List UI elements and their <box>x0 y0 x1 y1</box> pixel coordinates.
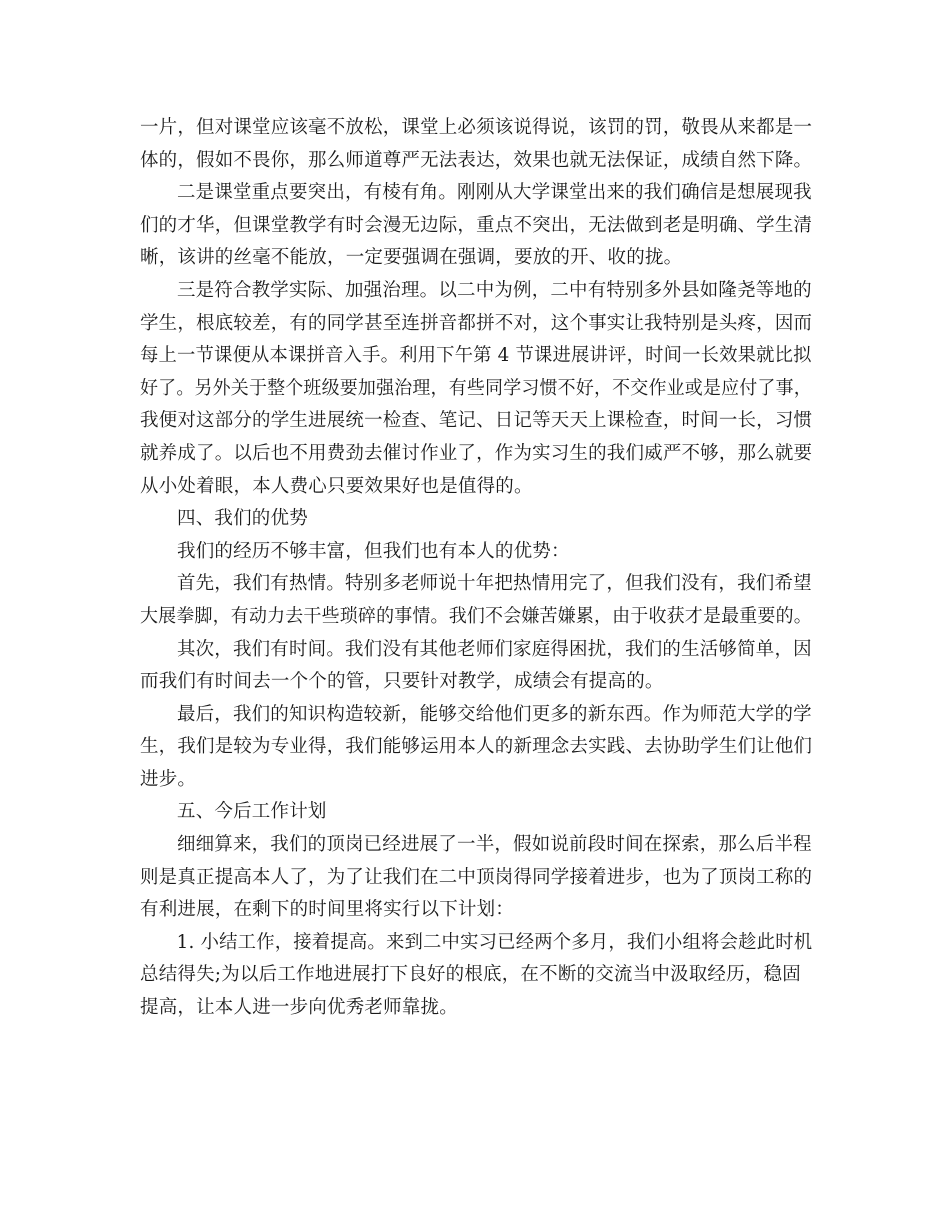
text-line: 我们的经历不够丰富，但我们也有本人的优势： <box>177 540 570 562</box>
text-line: 体的，假如不畏你，那么师道尊严无法表达，效果也就无法保证，成绩自然下降。 <box>140 149 813 171</box>
text-line: 大展拳脚，有动力去干些琐碎的事情。我们不会嫌苦嫌累，由于收获才是最重要的。 <box>140 605 812 627</box>
paragraph-5 <box>140 568 812 633</box>
section-heading-text: 五、今后工作计划 <box>177 801 327 823</box>
text-line: 最后，我们的知识构造较新，能够交给他们更多的新东西。作为师范大学的学 <box>176 703 812 725</box>
section-heading-advantages <box>140 503 812 536</box>
text-line: 生，我们是较为专业得，我们能够运用本人的新理念去实践、去协助学生们让他们 <box>140 736 813 758</box>
section-heading-text: 四、我们的优势 <box>177 508 308 530</box>
paragraph-4 <box>140 536 812 569</box>
paragraph-1 <box>140 112 812 177</box>
text-line: 其次，我们有时间。我们没有其他老师们家庭得困扰，我们的生活够简单，因 <box>176 638 812 660</box>
paragraph-9 <box>140 927 812 1025</box>
text-line: 有利进展，在剩下的时间里将实行以下计划： <box>140 899 515 921</box>
paragraph-8 <box>140 829 812 927</box>
text-line: 就养成了。以后也不用费劲去催讨作业了，作为实习生的我们威严不够，那么就要 <box>140 442 813 464</box>
text-line: 而我们有时间去一个个的管，只要针对教学，成绩会有提高的。 <box>140 671 664 693</box>
text-line: 则是真正提高本人了，为了让我们在二中顶岗得同学接着进步，也为了顶岗工称的 <box>140 866 813 888</box>
text-line: 从小处着眼，本人费心只要效果好也是值得的。 <box>140 475 533 497</box>
text-line: 学生，根底较差，有的同学甚至连拼音都拼不对，这个事实让我特别是头疼，因而 <box>140 312 813 334</box>
paragraph-2 <box>140 177 812 275</box>
paragraph-3 <box>140 275 812 503</box>
text-line: 二是课堂重点要突出，有棱有角。刚刚从大学课堂出来的我们确信是想展现我 <box>176 182 812 204</box>
text-line: 晰，该讲的丝毫不能放，一定要强调在强调，要放的开、收的拢。 <box>140 247 683 269</box>
text-line: 1. 小结工作，接着提高。来到二中实习已经两个多月，我们小组将会趁此时机 <box>176 931 813 953</box>
text-line: 每上一节课便从本课拼音入手。利用下午第 4 节课进展讲评，时间一长效果就比拟 <box>140 345 812 367</box>
text-line: 三是符合教学实际、加强治理。以二中为例，二中有特别多外县如隆尧等地的 <box>176 279 812 301</box>
text-line: 进步。 <box>140 768 197 790</box>
text-line: 我便对这部分的学生进展统一检查、笔记、日记等天天上课检查，时间一长，习惯 <box>140 410 813 432</box>
section-heading-work-plan <box>140 796 812 829</box>
text-line: 首先，我们有热情。特别多老师说十年把热情用完了，但我们没有，我们希望 <box>176 573 812 595</box>
text-line: 好了。另外关于整个班级要加强治理，有些同学习惯不好，不交作业或是应付了事， <box>140 377 812 399</box>
text-line: 细细算来，我们的顶岗已经进展了一半，假如说前段时间在探索，那么后半程 <box>176 834 812 856</box>
text-line: 一片，但对课堂应该毫不放松，课堂上必须该说得说，该罚的罚，敬畏从来都是一 <box>140 117 813 138</box>
document-body <box>140 112 812 1025</box>
paragraph-6 <box>140 634 812 699</box>
text-line: 提高，让本人进一步向优秀老师靠拢。 <box>140 997 458 1019</box>
text-line: 们的才华，但课堂教学有时会漫无边际，重点不突出，无法做到老是明确、学生清 <box>140 214 813 236</box>
text-line: 总结得失;为以后工作地进展打下良好的根底，在不断的交流当中汲取经历，稳固 <box>140 964 801 986</box>
paragraph-7 <box>140 699 812 797</box>
